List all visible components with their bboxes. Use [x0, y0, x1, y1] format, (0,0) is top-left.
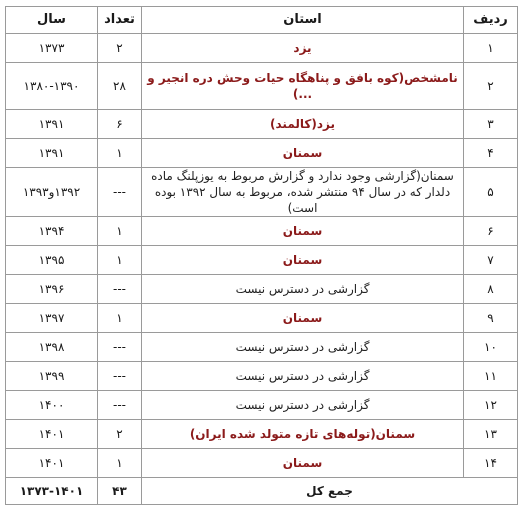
count-cell: ---: [98, 362, 142, 391]
table-row: [6, 333, 518, 362]
row-number: ۱۲: [464, 391, 518, 420]
total-label: جمع کل: [142, 478, 518, 505]
row-number: ۳: [464, 110, 518, 139]
table-row: [6, 246, 518, 275]
row-number: ۱: [464, 34, 518, 63]
province-cell: گزارشی در دسترس نیست: [142, 362, 464, 391]
row-number: ۹: [464, 304, 518, 333]
year-cell: ۱۳۹۷: [6, 304, 98, 333]
province-cell: گزارشی در دسترس نیست: [142, 275, 464, 304]
row-number: ۱۳: [464, 420, 518, 449]
row-number: ۵: [464, 168, 518, 217]
table-row: [6, 34, 518, 63]
header-row-number: ردیف: [464, 7, 518, 34]
row-number: ۷: [464, 246, 518, 275]
year-cell: ۱۳۷۳: [6, 34, 98, 63]
count-cell: ۲: [98, 34, 142, 63]
count-cell: ۲: [98, 420, 142, 449]
header-year: سال: [6, 7, 98, 34]
count-cell: ۱: [98, 304, 142, 333]
cheetah-records-table: [5, 6, 518, 505]
count-cell: ۱: [98, 449, 142, 478]
total-count: ۴۳: [98, 478, 142, 505]
count-cell: ۱: [98, 139, 142, 168]
province-cell: سمنان: [142, 139, 464, 168]
province-cell: سمنان: [142, 217, 464, 246]
province-cell: گزارشی در دسترس نیست: [142, 333, 464, 362]
table-row: [6, 63, 518, 110]
year-cell: ۱۳۸۰-۱۳۹۰: [6, 63, 98, 110]
count-cell: ۶: [98, 110, 142, 139]
row-number: ۴: [464, 139, 518, 168]
province-cell: یزد: [142, 34, 464, 63]
row-number: ۱۰: [464, 333, 518, 362]
year-cell: ۱۳۹۹: [6, 362, 98, 391]
year-cell: ۱۳۹۱: [6, 139, 98, 168]
row-number: ۶: [464, 217, 518, 246]
table-row: [6, 362, 518, 391]
table-row: [6, 275, 518, 304]
year-cell: ۱۳۹۱: [6, 110, 98, 139]
province-cell: سمنان: [142, 304, 464, 333]
row-number: ۸: [464, 275, 518, 304]
province-cell: سمنان(توله‌های تازه متولد شده ایران): [142, 420, 464, 449]
header-province: استان: [142, 7, 464, 34]
count-cell: ---: [98, 391, 142, 420]
table-row: [6, 110, 518, 139]
header-row: [6, 7, 518, 34]
province-cell: یزد(کالمند): [142, 110, 464, 139]
province-cell: نامشخص(کوه بافق و پناهگاه حیات وحش دره انجیر و ...): [142, 63, 464, 110]
table-row: [6, 304, 518, 333]
year-cell: ۱۴۰۰: [6, 391, 98, 420]
table-row: [6, 168, 518, 217]
province-cell: سمنان(گزارشی وجود ندارد و گزارش مربوط به یوزپلنگ ماده دلدار که در سال ۹۴ منتشر شده، مربوط به سال ۱۳۹۲ بوده است): [142, 168, 464, 217]
province-cell: سمنان: [142, 246, 464, 275]
year-cell: ۱۳۹۵: [6, 246, 98, 275]
year-cell: ۱۴۰۱: [6, 449, 98, 478]
table-row: [6, 391, 518, 420]
count-cell: ۱: [98, 217, 142, 246]
count-cell: ۲۸: [98, 63, 142, 110]
count-cell: ---: [98, 333, 142, 362]
province-cell: سمنان: [142, 449, 464, 478]
year-cell: ۱۳۹۸: [6, 333, 98, 362]
count-cell: ---: [98, 275, 142, 304]
count-cell: ---: [98, 168, 142, 217]
count-cell: ۱: [98, 246, 142, 275]
year-cell: ۱۳۹۴: [6, 217, 98, 246]
year-cell: ۱۴۰۱: [6, 420, 98, 449]
total-row: [6, 478, 518, 505]
row-number: ۲: [464, 63, 518, 110]
year-cell: ۱۳۹۶: [6, 275, 98, 304]
table-row: [6, 217, 518, 246]
year-cell: ۱۳۹۲و۱۳۹۳: [6, 168, 98, 217]
row-number: ۱۱: [464, 362, 518, 391]
province-cell: گزارشی در دسترس نیست: [142, 391, 464, 420]
table-row: [6, 420, 518, 449]
table-row: [6, 449, 518, 478]
table-row: [6, 139, 518, 168]
header-count: تعداد: [98, 7, 142, 34]
total-year: ۱۳۷۳-۱۴۰۱: [6, 478, 98, 505]
table-body: [6, 34, 518, 505]
row-number: ۱۴: [464, 449, 518, 478]
